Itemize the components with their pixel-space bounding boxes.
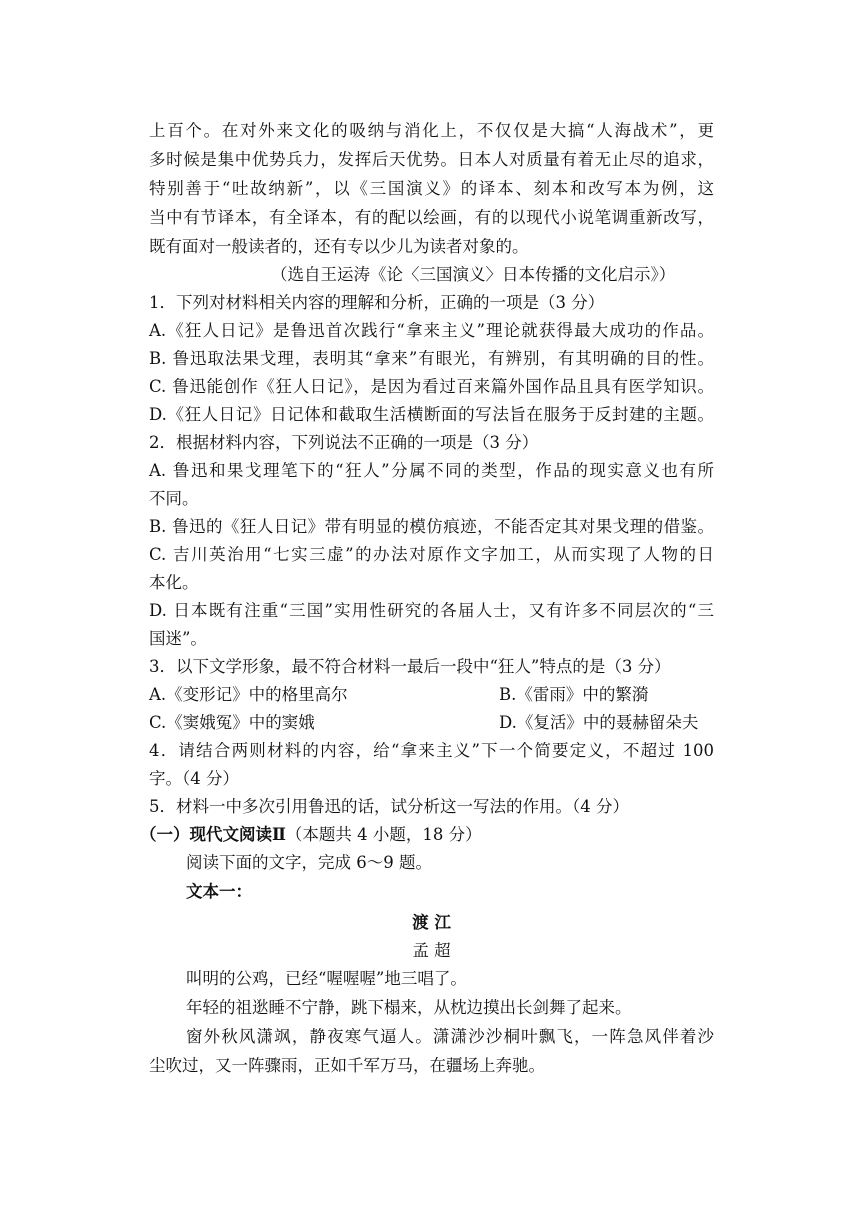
q2-option-a-cont: 不同。 (149, 489, 199, 508)
q3-option-c: C.《窦娥冤》中的窦娥 (149, 713, 315, 732)
passage-line: 当中有节译本，有全译本，有的配以绘画，有的以现代小说笔调重新改写， (149, 208, 714, 227)
passage-line: 上百个。在对外来文化的吸纳与消化上，不仅仅是大搞“人海战术”，更 (149, 121, 714, 140)
story-paragraph-cont: 尘吹过，又一阵骤雨，正如千军万马，在疆场上奔驰。 (149, 1056, 545, 1075)
q2-option-a: A. 鲁迅和果戈理笔下的“狂人”分属不同的类型，作品的现实意义也有所 (149, 461, 714, 480)
source-note: （选自王运涛《论〈三国演义〉日本传播的文化启示》） (271, 265, 676, 284)
q3-option-b: B.《雷雨》中的繁漪 (499, 685, 649, 704)
q2-option-c: C. 吉川英治用“七实三虚”的办法对原作文字加工，从而实现了人物的日 (149, 545, 714, 564)
story-paragraph: 年轻的祖逖睡不宁静，跳下榻来，从枕边摸出长剑舞了起来。 (186, 998, 632, 1017)
text-label: 文本一： (186, 882, 252, 901)
q3-option-d: D.《复活》中的聂赫留朵夫 (499, 713, 699, 732)
passage-line: 既有面对一般读者的，还有专以少儿为读者对象的。 (149, 237, 529, 256)
q1-option-d: D.《狂人日记》日记体和截取生活横断面的写法旨在服务于反封建的主题。 (149, 405, 714, 424)
section-heading: （一）现代文阅读Ⅱ (140, 825, 286, 844)
section-info: （本题共 4 小题，18 分） (285, 825, 482, 844)
q3-stem: 3．以下文学形象，最不符合材料一最后一段中“狂人”特点的是（3 分） (149, 657, 671, 676)
story-author: 孟 超 (412, 941, 451, 960)
q4-stem-cont: 字。（4 分） (149, 769, 239, 788)
q2-option-d-cont: 国迷”。 (149, 629, 207, 648)
q1-option-b: B. 鲁迅取法果戈理，表明其“拿来”有眼光，有辨别，有其明确的目的性。 (149, 349, 714, 368)
story-paragraph: 叫明的公鸡，已经“喔喔喔”地三唱了。 (186, 969, 467, 988)
q2-option-d: D. 日本既有注重“三国”实用性研究的各届人士，又有许多不同层次的“三 (149, 601, 714, 620)
q4-stem: 4．请结合两则材料的内容，给“拿来主义”下一个简要定义，不超过 100 (149, 741, 714, 760)
q2-stem: 2．根据材料内容，下列说法不正确的一项是（3 分） (149, 433, 539, 452)
q5-stem: 5．材料一中多次引用鲁迅的话，试分析这一写法的作用。（4 分） (149, 797, 629, 816)
q2-option-c-cont: 本化。 (149, 573, 199, 592)
passage-line: 多时候是集中优势兵力，发挥后天优势。日本人对质量有着无止尽的追求， (149, 150, 714, 169)
q1-option-a: A.《狂人日记》是鲁迅首次践行“拿来主义”理论就获得最大成功的作品。 (149, 321, 714, 340)
q1-stem: 1．下列对材料相关内容的理解和分析，正确的一项是（3 分） (149, 293, 605, 312)
section-instruction: 阅读下面的文字，完成 6～9 题。 (186, 853, 432, 872)
story-paragraph: 窗外秋风潇飒，静夜寒气逼人。潇潇沙沙桐叶飘飞，一阵急风伴着沙 (186, 1027, 714, 1046)
q2-option-b: B. 鲁迅的《狂人日记》带有明显的模仿痕迹，不能否定其对果戈理的借鉴。 (149, 517, 714, 536)
q1-option-c: C. 鲁迅能创作《狂人日记》，是因为看过百来篇外国作品且具有医学知识。 (149, 377, 714, 396)
q3-option-a: A.《变形记》中的格里高尔 (149, 685, 348, 704)
passage-line: 特别善于“吐故纳新”，以《三国演义》的译本、刻本和改写本为例，这 (149, 179, 714, 198)
section-heading-line (140, 825, 720, 845)
story-title: 渡 江 (412, 913, 451, 932)
